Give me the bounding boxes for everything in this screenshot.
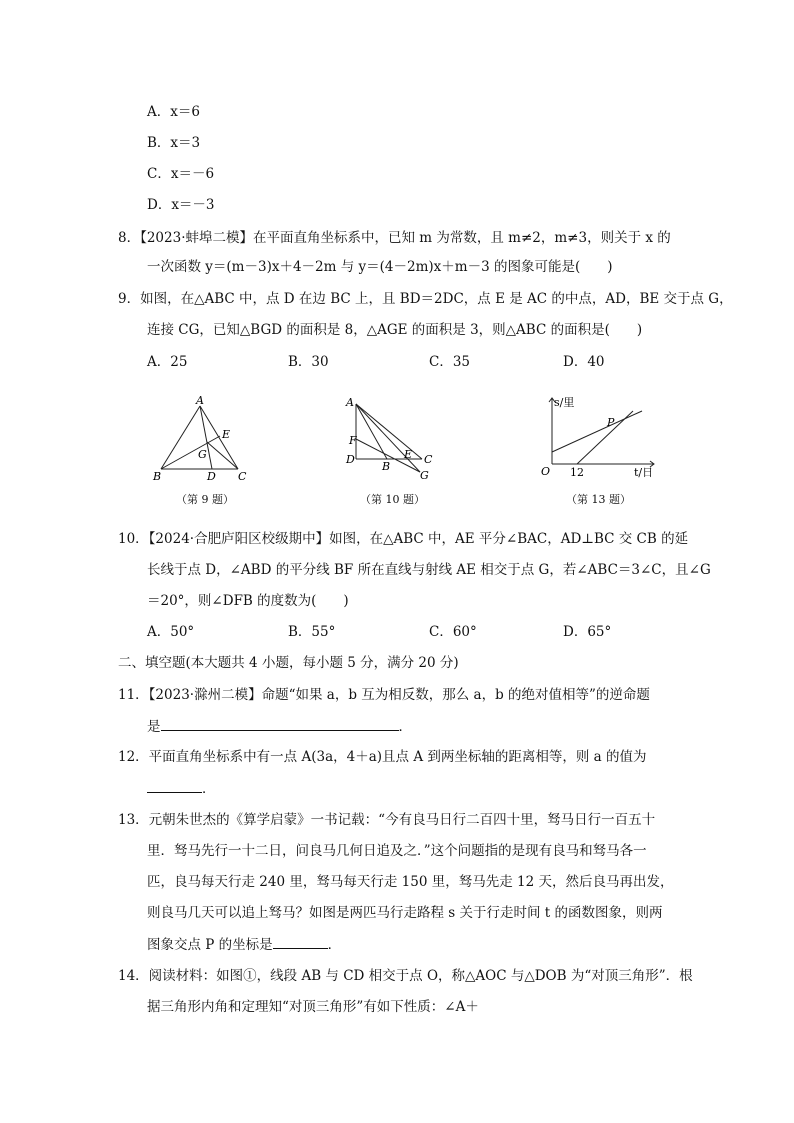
q11-answer-blank[interactable]	[161, 716, 399, 731]
q13-line-2: 里．驽马先行一十二日，问良马几何日追及之．”这个问题指的是现有良马和驽马各一	[147, 843, 647, 859]
q10-option-b: B．55°	[288, 624, 336, 640]
figure-10	[340, 392, 440, 484]
q13-prefix: 图象交点 P 的坐标是	[147, 937, 273, 953]
fig10-label-a: A	[346, 396, 354, 409]
fig10-side-ac	[356, 404, 422, 459]
q10-option-d: D．65°	[563, 624, 612, 640]
fig13-label-12: 12	[570, 466, 584, 479]
q9-line-2: 连接 CG，已知△BGD 的面积是 8，△AGE 的面积是 3，则△ABC 的面积是( )	[147, 322, 643, 338]
q13-answer-blank[interactable]	[273, 934, 328, 949]
fig13-label-p: P	[607, 416, 615, 429]
figure-9	[150, 392, 260, 484]
fig10-label-b: B	[382, 460, 391, 473]
q10-option-c: C．60°	[429, 624, 477, 640]
fig9-label-d: D	[207, 470, 216, 483]
fig13-label-o: O	[541, 465, 551, 478]
q13-suffix: ．	[327, 937, 342, 953]
fig10-label-g: G	[420, 469, 429, 482]
q7-option-b: B．x＝3	[147, 135, 201, 151]
figure-13-caption: （第 13 题）	[566, 493, 631, 506]
q11-line-2	[147, 716, 412, 737]
fig13-label-s: s/里	[554, 396, 575, 409]
fig10-label-d: D	[346, 453, 355, 466]
fig13-line-fast-horse	[577, 411, 633, 464]
figure-9-caption: （第 9 题）	[176, 493, 234, 506]
q10-line-1: 10．【2024·合肥庐阳区校级期中】如图，在△ABC 中，AE 平分∠BAC，AD⊥BC 交 CB 的延	[118, 531, 689, 547]
fig13-label-t: t/日	[634, 466, 654, 479]
fig10-label-e: E	[404, 448, 413, 461]
q9-option-d: D．40	[563, 354, 605, 370]
fig9-label-b: B	[153, 470, 162, 483]
q7-option-d: D．x＝－3	[147, 197, 215, 213]
q9-option-a: A．25	[147, 354, 188, 370]
fig10-label-f: F	[349, 434, 357, 447]
q10-line-3: ＝20°，则∠DFB 的度数为( )	[147, 593, 349, 609]
q12-line-2	[147, 778, 216, 799]
q13-line-1: 13．元朝朱世杰的《算学启蒙》一书记载：“今有良马日行二百四十里，驽马日行一百五十	[118, 812, 656, 828]
q8-line-1: 8．【2023·蚌埠二模】在平面直角坐标系中，已知 m 为常数，且 m≠2，m≠3，则关于 x 的	[118, 230, 671, 246]
fig13-line-slow-horse	[552, 411, 642, 452]
figure-13	[534, 392, 659, 484]
q11-suffix: ．	[398, 719, 412, 735]
fig9-label-g: G	[198, 448, 207, 461]
fig9-label-a: A	[196, 394, 204, 407]
q12-answer-blank[interactable]	[147, 778, 202, 793]
q12-suffix: ．	[202, 781, 216, 797]
q14-line-1: 14．阅读材料：如图①，线段 AB 与 CD 相交于点 O，称△AOC 与△DOB 为“对顶三角形”．根	[118, 968, 693, 984]
fig9-side-ab	[161, 406, 200, 469]
q9-option-b: B．30	[288, 354, 329, 370]
fig10-label-c: C	[424, 453, 433, 466]
q13-line-5	[147, 934, 341, 955]
q9-option-c: C．35	[429, 354, 471, 370]
fig9-label-e: E	[222, 428, 231, 441]
figure-10-caption: （第 10 题）	[360, 493, 425, 506]
q11-prefix: 是	[147, 719, 161, 735]
section-2-heading: 二、填空题(本大题共 4 小题，每小题 5 分，满分 20 分)	[118, 655, 459, 671]
q13-line-4: 则良马几天可以追上驽马？如图是两匹马行走路程 s 关于行走时间 t 的函数图象，则两	[147, 905, 663, 921]
q7-option-c: C．x＝－6	[147, 166, 215, 182]
q11-line-1: 11．【2023·滁州二模】命题“如果 a，b 互为相反数，那么 a，b 的绝对值相等”的逆命题	[118, 687, 650, 703]
fig9-label-c: C	[238, 470, 247, 483]
q13-line-3: 匹，良马每天行走 240 里，驽马每天行走 150 里，驽马先走 12 天，然后良马再出发，	[147, 874, 674, 890]
q7-option-a: A．x＝6	[147, 104, 200, 120]
q8-line-2: 一次函数 y＝(m－3)x＋4－2m 与 y＝(4－2m)x＋m－3 的图象可能是( )	[147, 259, 613, 275]
q10-line-2: 长线于点 D，∠ABD 的平分线 BF 所在直线与射线 AE 相交于点 G，若∠ABC＝3∠C，且∠G	[147, 562, 711, 578]
q9-line-1: 9．如图，在△ABC 中，点 D 在边 BC 上，且 BD＝2DC，点 E 是 AC 的中点，AD，BE 交于点 G，	[118, 291, 733, 307]
q14-line-2: 据三角形内角和定理知“对顶三角形”有如下性质：∠A＋	[147, 999, 479, 1015]
q12-line-1: 12．平面直角坐标系中有一点 A(3a，4＋a)且点 A 到两坐标轴的距离相等，则 a 的值为	[118, 749, 647, 765]
q10-option-a: A．50°	[147, 624, 195, 640]
